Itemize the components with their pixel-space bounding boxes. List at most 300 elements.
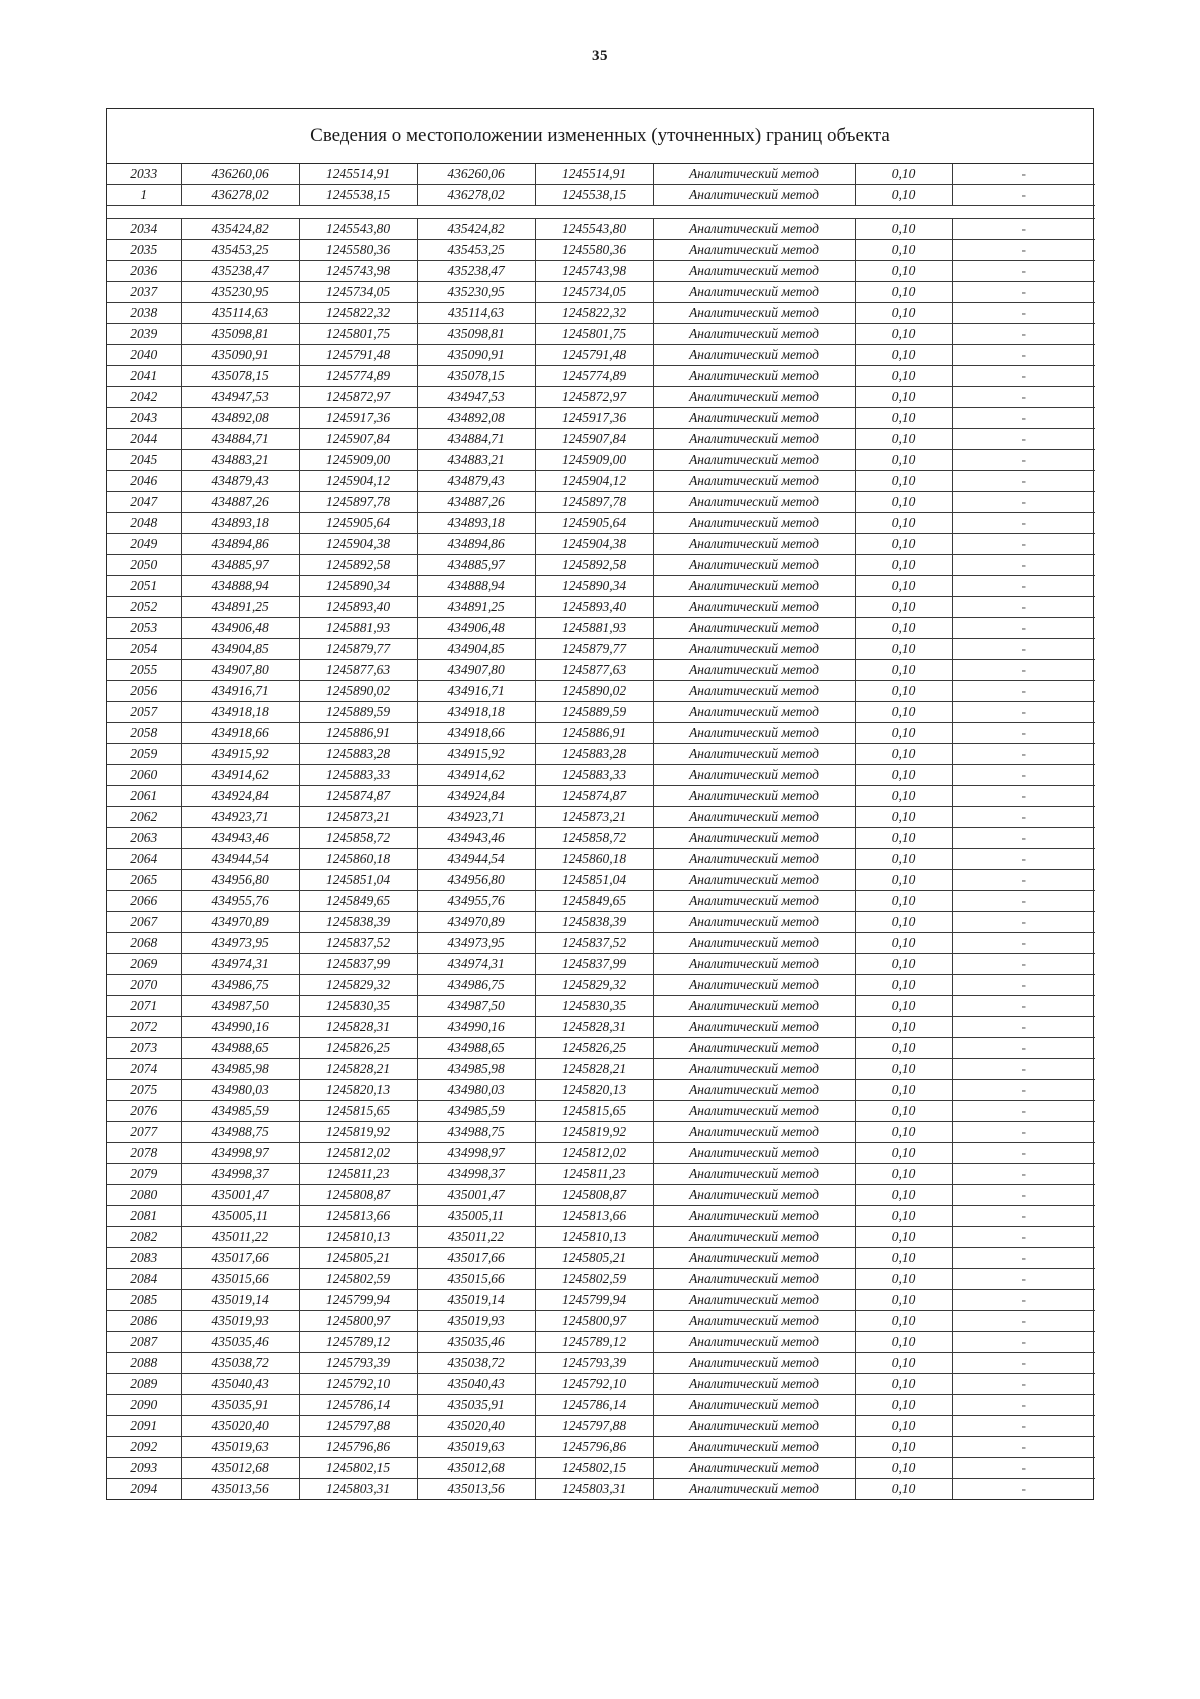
table-row: [107, 870, 1095, 891]
accuracy: 0,10: [855, 1248, 952, 1269]
table-row: [107, 240, 1095, 261]
y-coordinate-new: 1245904,38: [535, 534, 653, 555]
x-coordinate-new: 434985,59: [417, 1101, 535, 1122]
y-coordinate-new: 1245877,63: [535, 660, 653, 681]
x-coordinate-existing: 434885,97: [181, 555, 299, 576]
table-row: [107, 618, 1095, 639]
determination-method: Аналитический метод: [653, 1269, 855, 1290]
y-coordinate-existing: 1245872,97: [299, 387, 417, 408]
y-coordinate-new: 1245803,31: [535, 1479, 653, 1500]
accuracy: 0,10: [855, 492, 952, 513]
point-number: 2044: [107, 429, 181, 450]
x-coordinate-existing: 434907,80: [181, 660, 299, 681]
point-number: 2035: [107, 240, 181, 261]
determination-method: Аналитический метод: [653, 1437, 855, 1458]
determination-method: Аналитический метод: [653, 1311, 855, 1332]
x-coordinate-new: 434924,84: [417, 786, 535, 807]
y-coordinate-existing: 1245890,02: [299, 681, 417, 702]
table-row: [107, 1206, 1095, 1227]
table-row: [107, 345, 1095, 366]
y-coordinate-new: 1245815,65: [535, 1101, 653, 1122]
determination-method: Аналитический метод: [653, 1416, 855, 1437]
x-coordinate-new: 435114,63: [417, 303, 535, 324]
y-coordinate-existing: 1245801,75: [299, 324, 417, 345]
x-coordinate-new: 434915,92: [417, 744, 535, 765]
x-coordinate-new: 435230,95: [417, 282, 535, 303]
determination-method: Аналитический метод: [653, 933, 855, 954]
point-number: 2038: [107, 303, 181, 324]
point-number: 2057: [107, 702, 181, 723]
point-number: 2060: [107, 765, 181, 786]
x-coordinate-existing: 435011,22: [181, 1227, 299, 1248]
reference-note: -: [952, 1227, 1095, 1248]
x-coordinate-new: 434906,48: [417, 618, 535, 639]
y-coordinate-existing: 1245802,59: [299, 1269, 417, 1290]
x-coordinate-new: 435238,47: [417, 261, 535, 282]
x-coordinate-existing: 435078,15: [181, 366, 299, 387]
reference-note: -: [952, 660, 1095, 681]
determination-method: Аналитический метод: [653, 1353, 855, 1374]
y-coordinate-existing: 1245897,78: [299, 492, 417, 513]
y-coordinate-existing: 1245838,39: [299, 912, 417, 933]
x-coordinate-new: 435040,43: [417, 1374, 535, 1395]
table-row: [107, 303, 1095, 324]
x-coordinate-new: 435019,93: [417, 1311, 535, 1332]
x-coordinate-new: 434943,46: [417, 828, 535, 849]
point-number: 2072: [107, 1017, 181, 1038]
accuracy: 0,10: [855, 1227, 952, 1248]
y-coordinate-existing: 1245893,40: [299, 597, 417, 618]
table-row: [107, 1227, 1095, 1248]
y-coordinate-new: 1245543,80: [535, 219, 653, 240]
y-coordinate-new: 1245819,92: [535, 1122, 653, 1143]
y-coordinate-new: 1245789,12: [535, 1332, 653, 1353]
x-coordinate-existing: 435090,91: [181, 345, 299, 366]
determination-method: Аналитический метод: [653, 345, 855, 366]
determination-method: Аналитический метод: [653, 1374, 855, 1395]
determination-method: Аналитический метод: [653, 1101, 855, 1122]
x-coordinate-new: 435011,22: [417, 1227, 535, 1248]
y-coordinate-new: 1245883,28: [535, 744, 653, 765]
determination-method: Аналитический метод: [653, 1290, 855, 1311]
reference-note: -: [952, 1080, 1095, 1101]
accuracy: 0,10: [855, 1416, 952, 1437]
determination-method: Аналитический метод: [653, 1185, 855, 1206]
accuracy: 0,10: [855, 1395, 952, 1416]
point-number: 2050: [107, 555, 181, 576]
x-coordinate-new: 434987,50: [417, 996, 535, 1017]
x-coordinate-existing: 434998,37: [181, 1164, 299, 1185]
reference-note: -: [952, 1185, 1095, 1206]
point-number: 2076: [107, 1101, 181, 1122]
point-number: 2051: [107, 576, 181, 597]
y-coordinate-new: 1245830,35: [535, 996, 653, 1017]
reference-note: -: [952, 849, 1095, 870]
point-number: 2053: [107, 618, 181, 639]
point-number: 2086: [107, 1311, 181, 1332]
point-number: 2081: [107, 1206, 181, 1227]
reference-note: -: [952, 387, 1095, 408]
table-row: [107, 1353, 1095, 1374]
y-coordinate-existing: 1245811,23: [299, 1164, 417, 1185]
y-coordinate-existing: 1245815,65: [299, 1101, 417, 1122]
table-row: [107, 185, 1095, 206]
y-coordinate-new: 1245820,13: [535, 1080, 653, 1101]
determination-method: Аналитический метод: [653, 1395, 855, 1416]
y-coordinate-existing: 1245543,80: [299, 219, 417, 240]
table-row: [107, 366, 1095, 387]
accuracy: 0,10: [855, 164, 952, 185]
reference-note: -: [952, 555, 1095, 576]
y-coordinate-existing: 1245830,35: [299, 996, 417, 1017]
table-row: [107, 1437, 1095, 1458]
determination-method: Аналитический метод: [653, 324, 855, 345]
table-row: [107, 1185, 1095, 1206]
accuracy: 0,10: [855, 387, 952, 408]
y-coordinate-existing: 1245812,02: [299, 1143, 417, 1164]
x-coordinate-existing: 434915,92: [181, 744, 299, 765]
reference-note: -: [952, 891, 1095, 912]
reference-note: -: [952, 1038, 1095, 1059]
table-row: [107, 912, 1095, 933]
point-number: 2048: [107, 513, 181, 534]
table-row: [107, 261, 1095, 282]
x-coordinate-existing: 434918,18: [181, 702, 299, 723]
determination-method: Аналитический метод: [653, 1038, 855, 1059]
table-row: [107, 324, 1095, 345]
x-coordinate-existing: 435005,11: [181, 1206, 299, 1227]
reference-note: -: [952, 618, 1095, 639]
accuracy: 0,10: [855, 975, 952, 996]
x-coordinate-new: 434986,75: [417, 975, 535, 996]
table-row: [107, 660, 1095, 681]
x-coordinate-existing: 434914,62: [181, 765, 299, 786]
y-coordinate-existing: 1245860,18: [299, 849, 417, 870]
reference-note: -: [952, 807, 1095, 828]
point-number: 2058: [107, 723, 181, 744]
table-row: [107, 1080, 1095, 1101]
point-number: 2085: [107, 1290, 181, 1311]
table-row: [107, 492, 1095, 513]
determination-method: Аналитический метод: [653, 660, 855, 681]
table-row: [107, 1290, 1095, 1311]
reference-note: -: [952, 1311, 1095, 1332]
x-coordinate-existing: 434906,48: [181, 618, 299, 639]
reference-note: -: [952, 870, 1095, 891]
x-coordinate-new: 434884,71: [417, 429, 535, 450]
y-coordinate-existing: 1245797,88: [299, 1416, 417, 1437]
y-coordinate-new: 1245813,66: [535, 1206, 653, 1227]
determination-method: Аналитический метод: [653, 303, 855, 324]
reference-note: -: [952, 261, 1095, 282]
point-number: 1: [107, 185, 181, 206]
reference-note: -: [952, 282, 1095, 303]
y-coordinate-new: 1245851,04: [535, 870, 653, 891]
x-coordinate-existing: 434985,98: [181, 1059, 299, 1080]
y-coordinate-new: 1245889,59: [535, 702, 653, 723]
y-coordinate-existing: 1245837,99: [299, 954, 417, 975]
x-coordinate-existing: 434973,95: [181, 933, 299, 954]
reference-note: -: [952, 1374, 1095, 1395]
x-coordinate-existing: 434893,18: [181, 513, 299, 534]
determination-method: Аналитический метод: [653, 261, 855, 282]
determination-method: Аналитический метод: [653, 828, 855, 849]
x-coordinate-existing: 434918,66: [181, 723, 299, 744]
determination-method: Аналитический метод: [653, 912, 855, 933]
point-number: 2087: [107, 1332, 181, 1353]
y-coordinate-new: 1245805,21: [535, 1248, 653, 1269]
point-number: 2061: [107, 786, 181, 807]
accuracy: 0,10: [855, 219, 952, 240]
x-coordinate-existing: 435238,47: [181, 261, 299, 282]
determination-method: Аналитический метод: [653, 1017, 855, 1038]
x-coordinate-existing: 434970,89: [181, 912, 299, 933]
x-coordinate-new: 434970,89: [417, 912, 535, 933]
table-row: [107, 975, 1095, 996]
point-number: 2082: [107, 1227, 181, 1248]
x-coordinate-new: 434956,80: [417, 870, 535, 891]
determination-method: Аналитический метод: [653, 534, 855, 555]
accuracy: 0,10: [855, 366, 952, 387]
reference-note: -: [952, 1017, 1095, 1038]
y-coordinate-new: 1245808,87: [535, 1185, 653, 1206]
table-row: [107, 534, 1095, 555]
accuracy: 0,10: [855, 1269, 952, 1290]
table-row: [107, 1395, 1095, 1416]
determination-method: Аналитический метод: [653, 555, 855, 576]
y-coordinate-existing: 1245743,98: [299, 261, 417, 282]
point-number: 2065: [107, 870, 181, 891]
accuracy: 0,10: [855, 1479, 952, 1500]
y-coordinate-new: 1245917,36: [535, 408, 653, 429]
accuracy: 0,10: [855, 1185, 952, 1206]
reference-note: -: [952, 366, 1095, 387]
determination-method: Аналитический метод: [653, 366, 855, 387]
y-coordinate-new: 1245793,39: [535, 1353, 653, 1374]
x-coordinate-new: 434904,85: [417, 639, 535, 660]
reference-note: -: [952, 429, 1095, 450]
x-coordinate-new: 434907,80: [417, 660, 535, 681]
x-coordinate-existing: 435001,47: [181, 1185, 299, 1206]
x-coordinate-new: 436260,06: [417, 164, 535, 185]
reference-note: -: [952, 996, 1095, 1017]
accuracy: 0,10: [855, 618, 952, 639]
reference-note: -: [952, 164, 1095, 185]
x-coordinate-new: 434891,25: [417, 597, 535, 618]
reference-note: -: [952, 471, 1095, 492]
separator-row: [107, 206, 1095, 219]
x-coordinate-new: 435035,91: [417, 1395, 535, 1416]
table-row: [107, 513, 1095, 534]
determination-method: Аналитический метод: [653, 1206, 855, 1227]
table-row: [107, 555, 1095, 576]
accuracy: 0,10: [855, 1353, 952, 1374]
x-coordinate-new: 434883,21: [417, 450, 535, 471]
point-number: 2049: [107, 534, 181, 555]
x-coordinate-existing: 434879,43: [181, 471, 299, 492]
accuracy: 0,10: [855, 1332, 952, 1353]
point-number: 2093: [107, 1458, 181, 1479]
table-row: [107, 471, 1095, 492]
y-coordinate-new: 1245872,97: [535, 387, 653, 408]
accuracy: 0,10: [855, 660, 952, 681]
y-coordinate-existing: 1245538,15: [299, 185, 417, 206]
table-row: [107, 1059, 1095, 1080]
x-coordinate-new: 436278,02: [417, 185, 535, 206]
reference-note: -: [952, 408, 1095, 429]
x-coordinate-existing: 434947,53: [181, 387, 299, 408]
determination-method: Аналитический метод: [653, 513, 855, 534]
y-coordinate-existing: 1245810,13: [299, 1227, 417, 1248]
accuracy: 0,10: [855, 1080, 952, 1101]
x-coordinate-new: 434998,97: [417, 1143, 535, 1164]
table-row: [107, 597, 1095, 618]
reference-note: -: [952, 1059, 1095, 1080]
determination-method: Аналитический метод: [653, 240, 855, 261]
table-row: [107, 429, 1095, 450]
x-coordinate-existing: 434944,54: [181, 849, 299, 870]
x-coordinate-new: 435098,81: [417, 324, 535, 345]
accuracy: 0,10: [855, 933, 952, 954]
reference-note: -: [952, 513, 1095, 534]
accuracy: 0,10: [855, 639, 952, 660]
table-row: [107, 954, 1095, 975]
point-number: 2063: [107, 828, 181, 849]
y-coordinate-existing: 1245822,32: [299, 303, 417, 324]
y-coordinate-new: 1245514,91: [535, 164, 653, 185]
x-coordinate-existing: 434988,75: [181, 1122, 299, 1143]
point-number: 2077: [107, 1122, 181, 1143]
x-coordinate-existing: 434923,71: [181, 807, 299, 828]
x-coordinate-new: 435019,14: [417, 1290, 535, 1311]
x-coordinate-existing: 434986,75: [181, 975, 299, 996]
x-coordinate-new: 435015,66: [417, 1269, 535, 1290]
x-coordinate-existing: 435020,40: [181, 1416, 299, 1437]
reference-note: -: [952, 1164, 1095, 1185]
y-coordinate-new: 1245874,87: [535, 786, 653, 807]
accuracy: 0,10: [855, 786, 952, 807]
table-row: [107, 723, 1095, 744]
table-row: [107, 1374, 1095, 1395]
table-row: [107, 282, 1095, 303]
point-number: 2056: [107, 681, 181, 702]
determination-method: Аналитический метод: [653, 618, 855, 639]
reference-note: -: [952, 240, 1095, 261]
table-row: [107, 1248, 1095, 1269]
table-row: [107, 219, 1095, 240]
x-coordinate-new: 434914,62: [417, 765, 535, 786]
y-coordinate-existing: 1245808,87: [299, 1185, 417, 1206]
determination-method: Аналитический метод: [653, 597, 855, 618]
x-coordinate-existing: 434888,94: [181, 576, 299, 597]
y-coordinate-new: 1245822,32: [535, 303, 653, 324]
x-coordinate-new: 434985,98: [417, 1059, 535, 1080]
accuracy: 0,10: [855, 1122, 952, 1143]
determination-method: Аналитический метод: [653, 1227, 855, 1248]
table-row: [107, 1332, 1095, 1353]
determination-method: Аналитический метод: [653, 996, 855, 1017]
reference-note: -: [952, 744, 1095, 765]
point-number: 2088: [107, 1353, 181, 1374]
accuracy: 0,10: [855, 1059, 952, 1080]
accuracy: 0,10: [855, 912, 952, 933]
x-coordinate-existing: 435424,82: [181, 219, 299, 240]
y-coordinate-existing: 1245829,32: [299, 975, 417, 996]
x-coordinate-existing: 435114,63: [181, 303, 299, 324]
y-coordinate-existing: 1245889,59: [299, 702, 417, 723]
y-coordinate-existing: 1245734,05: [299, 282, 417, 303]
determination-method: Аналитический метод: [653, 765, 855, 786]
x-coordinate-existing: 434956,80: [181, 870, 299, 891]
x-coordinate-existing: 435017,66: [181, 1248, 299, 1269]
accuracy: 0,10: [855, 185, 952, 206]
x-coordinate-new: 434980,03: [417, 1080, 535, 1101]
x-coordinate-existing: 435012,68: [181, 1458, 299, 1479]
determination-method: Аналитический метод: [653, 1248, 855, 1269]
table-row: [107, 1122, 1095, 1143]
point-number: 2071: [107, 996, 181, 1017]
y-coordinate-new: 1245774,89: [535, 366, 653, 387]
x-coordinate-existing: 435019,14: [181, 1290, 299, 1311]
y-coordinate-existing: 1245883,28: [299, 744, 417, 765]
determination-method: Аналитический метод: [653, 723, 855, 744]
determination-method: Аналитический метод: [653, 954, 855, 975]
x-coordinate-existing: 434884,71: [181, 429, 299, 450]
table-row: [107, 681, 1095, 702]
x-coordinate-new: 434918,66: [417, 723, 535, 744]
accuracy: 0,10: [855, 702, 952, 723]
y-coordinate-new: 1245873,21: [535, 807, 653, 828]
x-coordinate-existing: 435035,91: [181, 1395, 299, 1416]
determination-method: Аналитический метод: [653, 786, 855, 807]
y-coordinate-new: 1245829,32: [535, 975, 653, 996]
y-coordinate-new: 1245743,98: [535, 261, 653, 282]
x-coordinate-existing: 436260,06: [181, 164, 299, 185]
point-number: 2084: [107, 1269, 181, 1290]
determination-method: Аналитический метод: [653, 1332, 855, 1353]
x-coordinate-existing: 434988,65: [181, 1038, 299, 1059]
x-coordinate-existing: 434987,50: [181, 996, 299, 1017]
reference-note: -: [952, 492, 1095, 513]
y-coordinate-existing: 1245909,00: [299, 450, 417, 471]
table-row: [107, 1143, 1095, 1164]
y-coordinate-existing: 1245796,86: [299, 1437, 417, 1458]
reference-note: -: [952, 1437, 1095, 1458]
y-coordinate-new: 1245838,39: [535, 912, 653, 933]
determination-method: Аналитический метод: [653, 492, 855, 513]
point-number: 2080: [107, 1185, 181, 1206]
table-row: [107, 1479, 1095, 1500]
x-coordinate-existing: 434985,59: [181, 1101, 299, 1122]
accuracy: 0,10: [855, 681, 952, 702]
table-row: [107, 744, 1095, 765]
coordinates-sheet: [106, 108, 1094, 1500]
point-number: 2043: [107, 408, 181, 429]
y-coordinate-new: 1245858,72: [535, 828, 653, 849]
point-number: 2062: [107, 807, 181, 828]
x-coordinate-new: 434918,18: [417, 702, 535, 723]
reference-note: -: [952, 597, 1095, 618]
y-coordinate-existing: 1245805,21: [299, 1248, 417, 1269]
accuracy: 0,10: [855, 996, 952, 1017]
point-number: 2046: [107, 471, 181, 492]
determination-method: Аналитический метод: [653, 891, 855, 912]
y-coordinate-existing: 1245786,14: [299, 1395, 417, 1416]
point-number: 2052: [107, 597, 181, 618]
reference-note: -: [952, 702, 1095, 723]
y-coordinate-existing: 1245813,66: [299, 1206, 417, 1227]
y-coordinate-existing: 1245799,94: [299, 1290, 417, 1311]
